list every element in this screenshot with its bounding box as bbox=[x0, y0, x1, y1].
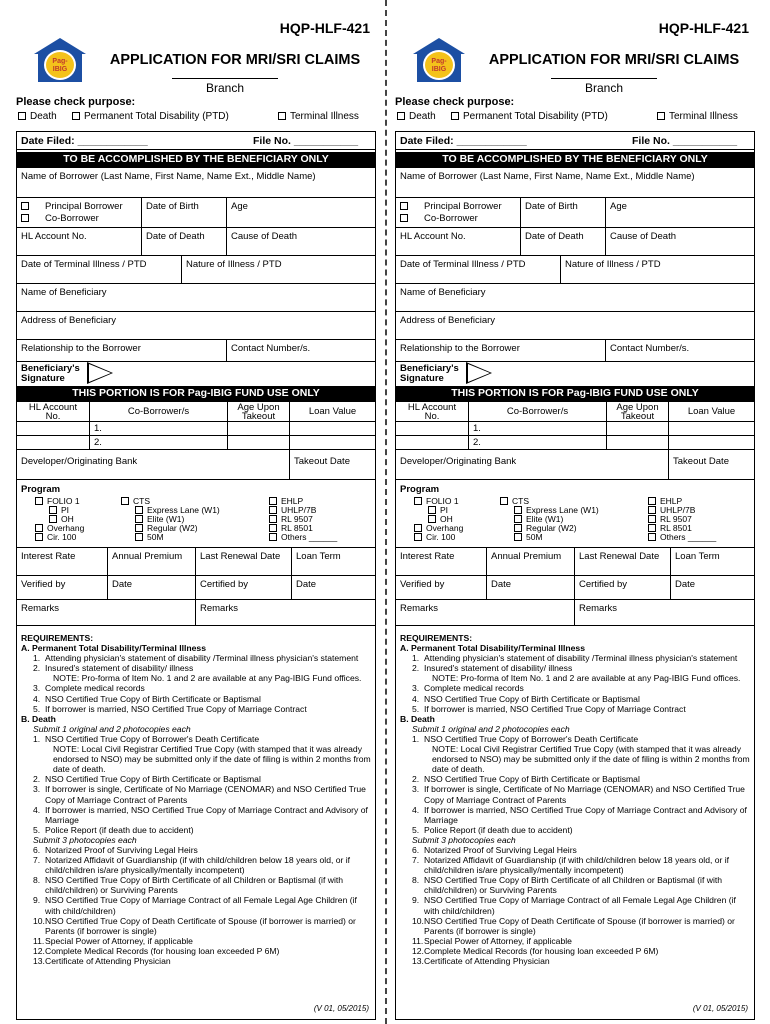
age-takeout-col: Age Upon Takeout bbox=[606, 402, 668, 421]
checkbox[interactable] bbox=[135, 524, 143, 532]
program-label: Program bbox=[21, 484, 61, 495]
checkbox[interactable] bbox=[35, 497, 43, 505]
checkbox[interactable] bbox=[648, 533, 656, 541]
program-rl8501[interactable]: RL 8501 bbox=[269, 523, 313, 533]
beneficiary-header: TO BE ACCOMPLISHED BY THE BENEFICIARY ONLY bbox=[17, 152, 375, 168]
certified-by-field[interactable]: Certified by bbox=[574, 576, 670, 599]
takeout-date-field[interactable]: Takeout Date bbox=[289, 450, 375, 479]
list-item: 4. If borrower is married, NSO Certified True Copy of Marriage Contract and Advisory of Marriage bbox=[33, 804, 368, 825]
purpose-terminal-illness[interactable]: Terminal Illness bbox=[657, 111, 738, 122]
hl-account-field[interactable]: HL Account No. bbox=[400, 231, 466, 242]
program-cir100[interactable]: Cir. 100 bbox=[414, 532, 455, 542]
last-renewal-field[interactable]: Last Renewal Date bbox=[574, 548, 670, 575]
age-field[interactable]: Age bbox=[605, 198, 754, 227]
list-item: 10. NSO Certified True Copy of Death Certificate of Spouse (if borrower is married) or Parents (if borrower is single) bbox=[412, 915, 735, 936]
program-cir100[interactable]: Cir. 100 bbox=[35, 532, 76, 542]
form-code: HQP-HLF-421 bbox=[279, 20, 370, 36]
beneficiary-name-field[interactable]: Name of Beneficiary bbox=[21, 287, 107, 298]
list-item: 12. Complete Medical Records (for housing loan exceeded P 6M) bbox=[33, 945, 280, 956]
file-no-field[interactable]: File No. ___________ bbox=[632, 135, 738, 147]
co-borrower-line-1[interactable]: 1. bbox=[468, 422, 606, 435]
hl-account-col: HL Account No. bbox=[407, 402, 457, 422]
remarks-field-2[interactable]: Remarks bbox=[574, 600, 754, 625]
req-b-heading: B. Death bbox=[400, 713, 435, 724]
list-item: 3. If borrower is single, Certificate of No Marriage (CENOMAR) and NSO Certified True Copy of Marriage Contract of Parents bbox=[412, 784, 745, 805]
checkbox[interactable] bbox=[49, 515, 57, 523]
annual-premium-field[interactable]: Annual Premium bbox=[486, 548, 574, 575]
branch-line bbox=[551, 78, 657, 79]
list-item: 8. NSO Certified True Copy of Birth Certificate of all Children or Baptismal (if with child/children) or Surviving Parents bbox=[33, 875, 344, 896]
co-borrower: Co-Borrower bbox=[424, 213, 478, 224]
contact-field[interactable]: Contact Number/s. bbox=[605, 340, 754, 361]
list-item: 7. Notarized Affidavit of Guardianship (if with child/children below 18 years old, or if child/children is/are physically/mentally incompetent) bbox=[33, 855, 351, 876]
certified-date-field[interactable]: Date bbox=[291, 576, 375, 599]
checkbox[interactable] bbox=[269, 515, 277, 523]
form-title: APPLICATION FOR MRI/SRI CLAIMS bbox=[488, 52, 740, 68]
list-item: 3. Complete medical records bbox=[33, 683, 145, 694]
developer-bank-field[interactable]: Developer/Originating Bank bbox=[21, 456, 138, 467]
list-item: 2. Insured's statement of disability/ illness bbox=[33, 663, 194, 674]
list-item: 3. Complete medical records bbox=[412, 683, 524, 694]
purpose-ptd[interactable]: Permanent Total Disability (PTD) bbox=[72, 111, 229, 122]
list-item: 1. NSO Certified True Copy of Borrower's Death Certificate bbox=[412, 733, 639, 744]
form-code: HQP-HLF-421 bbox=[658, 20, 749, 36]
req-b-note: NOTE: Local Civil Registrar Certified True Copy (with stamped that it was already endorsed to NSO) may be submitted only if the date of filing is within 2 months from date of death. bbox=[53, 744, 371, 775]
list-item: 5. If borrower is married, NSO Certified True Copy of Marriage Contract bbox=[412, 703, 686, 714]
principal-borrower: Principal Borrower bbox=[45, 201, 123, 212]
remarks-field-1[interactable]: Remarks bbox=[400, 603, 439, 614]
checkbox[interactable] bbox=[648, 524, 656, 532]
date-of-birth-field[interactable]: Date of Birth bbox=[520, 198, 605, 227]
checkbox[interactable] bbox=[21, 202, 29, 210]
checkbox[interactable] bbox=[135, 515, 143, 523]
program-section bbox=[17, 480, 375, 548]
program-label: Program bbox=[400, 484, 440, 495]
program-rl8501[interactable]: RL 8501 bbox=[648, 523, 692, 533]
checkbox[interactable] bbox=[514, 524, 522, 532]
borrower-name-field[interactable]: Name of Borrower (Last Name, First Name, Name Ext., Middle Name) bbox=[400, 171, 695, 182]
loan-value-col: Loan Value bbox=[668, 402, 754, 421]
claim-form bbox=[395, 131, 755, 1020]
program-express-lane[interactable]: Express Lane (W1) bbox=[135, 505, 220, 515]
list-item: 13. Certificate of Attending Physician bbox=[33, 956, 171, 966]
req-b-sub2: Submit 3 photocopies each bbox=[412, 834, 516, 845]
checkbox[interactable] bbox=[135, 506, 143, 514]
signature-field[interactable] bbox=[396, 362, 754, 386]
verified-date-field[interactable]: Date bbox=[107, 576, 195, 599]
program-uhlp[interactable]: UHLP/7B bbox=[648, 505, 695, 515]
purpose-question: Please check purpose: bbox=[395, 96, 515, 108]
program-section bbox=[396, 480, 754, 548]
checkbox[interactable] bbox=[648, 506, 656, 514]
req-a-heading: A. Permanent Total Disability/Terminal Illness bbox=[21, 643, 206, 654]
list-item: 7. Notarized Affidavit of Guardianship (if with child/children below 18 years old, or if child/children is/are physically/mentally incompetent) bbox=[412, 855, 730, 876]
program-cts[interactable]: CTS bbox=[121, 496, 150, 506]
interest-rate-field[interactable]: Interest Rate bbox=[21, 551, 76, 562]
program-regular[interactable]: Regular (W2) bbox=[135, 523, 198, 533]
checkbox[interactable] bbox=[21, 214, 29, 222]
checkbox[interactable] bbox=[500, 497, 508, 505]
date-of-birth-field[interactable]: Date of Birth bbox=[141, 198, 226, 227]
checkbox[interactable] bbox=[269, 533, 277, 541]
checkbox[interactable] bbox=[414, 533, 422, 541]
checkbox[interactable] bbox=[49, 506, 57, 514]
checkbox[interactable] bbox=[269, 497, 277, 505]
hl-account-field[interactable]: HL Account No. bbox=[21, 231, 87, 242]
program-pi[interactable]: PI bbox=[49, 505, 69, 515]
pagibig-logo bbox=[413, 38, 465, 82]
list-item: 11. Special Power of Attorney, if applicable bbox=[33, 935, 193, 946]
loan-term-field[interactable]: Loan Term bbox=[670, 548, 754, 575]
checkbox[interactable] bbox=[400, 214, 408, 222]
nature-illness-field[interactable]: Nature of Illness / PTD bbox=[560, 256, 754, 283]
loan-value-col: Loan Value bbox=[289, 402, 375, 421]
form-copy-left bbox=[16, 0, 376, 1024]
checkbox[interactable] bbox=[135, 533, 143, 541]
requirements-list bbox=[21, 633, 371, 966]
list-item: 4. NSO Certified True Copy of Birth Certificate or Baptismal bbox=[412, 693, 640, 704]
req-b-note: NOTE: Local Civil Registrar Certified True Copy (with stamped that it was already endorsed to NSO) may be submitted only if the date of filing is within 2 months from date of death. bbox=[432, 744, 750, 775]
purpose-death[interactable]: Death bbox=[18, 111, 57, 122]
relationship-field[interactable]: Relationship to the Borrower bbox=[400, 343, 520, 354]
list-item: 5. Police Report (if death due to accident) bbox=[412, 824, 573, 835]
checkbox[interactable] bbox=[514, 506, 522, 514]
requirements-heading: REQUIREMENTS: bbox=[400, 633, 473, 643]
checkbox[interactable] bbox=[428, 506, 436, 514]
program-folio1[interactable]: FOLIO 1 bbox=[414, 496, 459, 506]
cut-line bbox=[385, 0, 387, 1024]
signature-label: Beneficiary's Signature bbox=[21, 363, 80, 384]
nature-illness-field[interactable]: Nature of Illness / PTD bbox=[181, 256, 375, 283]
signature-label: Beneficiary's Signature bbox=[400, 363, 459, 384]
program-ehlp[interactable]: EHLP bbox=[269, 496, 303, 506]
list-item: 11. Special Power of Attorney, if applicable bbox=[412, 935, 572, 946]
beneficiary-address-field[interactable]: Address of Beneficiary bbox=[400, 315, 496, 326]
list-item: 6. Notarized Proof of Surviving Legal Heirs bbox=[33, 844, 198, 855]
list-item: 6. Notarized Proof of Surviving Legal Heirs bbox=[412, 844, 577, 855]
list-item: 5. If borrower is married, NSO Certified True Copy of Marriage Contract bbox=[33, 703, 307, 714]
form-title: APPLICATION FOR MRI/SRI CLAIMS bbox=[109, 52, 361, 68]
purpose-question: Please check purpose: bbox=[16, 96, 136, 108]
co-borrower: Co-Borrower bbox=[45, 213, 99, 224]
requirements-heading: REQUIREMENTS: bbox=[21, 633, 94, 643]
list-item: 2. NSO Certified True Copy of Birth Certificate or Baptismal bbox=[33, 774, 261, 785]
list-item: 5. Police Report (if death due to accident) bbox=[33, 824, 194, 835]
checkbox[interactable] bbox=[18, 112, 26, 120]
takeout-date-field[interactable]: Takeout Date bbox=[668, 450, 754, 479]
program-others[interactable]: Others ______ bbox=[648, 532, 716, 542]
logo-text: Pag-IBIG bbox=[44, 50, 76, 80]
cause-of-death-field[interactable]: Cause of Death bbox=[605, 228, 754, 255]
pagibig-header: THIS PORTION IS FOR Pag-IBIG FUND USE ONLY bbox=[396, 386, 754, 402]
signature-field[interactable] bbox=[17, 362, 375, 386]
program-overhang[interactable]: Overhang bbox=[414, 523, 463, 533]
verified-by-field[interactable]: Verified by bbox=[400, 579, 445, 590]
loan-term-field[interactable]: Loan Term bbox=[291, 548, 375, 575]
date-of-death-field[interactable]: Date of Death bbox=[520, 228, 605, 255]
co-borrower-line-1[interactable]: 1. bbox=[89, 422, 227, 435]
checkbox[interactable] bbox=[121, 497, 129, 505]
pagibig-logo bbox=[34, 38, 86, 82]
req-a-note: NOTE: Pro-forma of Item No. 1 and 2 are available at any Pag-IBIG Fund offices. bbox=[53, 673, 362, 684]
checkbox[interactable] bbox=[414, 497, 422, 505]
remarks-field-1[interactable]: Remarks bbox=[21, 603, 60, 614]
interest-rate-field[interactable]: Interest Rate bbox=[400, 551, 455, 562]
program-elite[interactable]: Elite (W1) bbox=[514, 514, 563, 524]
principal-borrower: Principal Borrower bbox=[424, 201, 502, 212]
co-borrower-line-2[interactable]: 2. bbox=[468, 436, 606, 449]
req-b-sub1: Submit 1 original and 2 photocopies each bbox=[412, 723, 570, 734]
checkbox[interactable] bbox=[414, 524, 422, 532]
checkbox[interactable] bbox=[35, 533, 43, 541]
checkbox[interactable] bbox=[648, 515, 656, 523]
date-of-death-field[interactable]: Date of Death bbox=[141, 228, 226, 255]
program-uhlp[interactable]: UHLP/7B bbox=[269, 505, 316, 515]
list-item: 4. If borrower is married, NSO Certified True Copy of Marriage Contract and Advisory of Marriage bbox=[412, 804, 747, 825]
list-item: 4. NSO Certified True Copy of Birth Certificate or Baptismal bbox=[33, 693, 261, 704]
checkbox[interactable] bbox=[648, 497, 656, 505]
list-item: 9. NSO Certified True Copy of Marriage Contract of all Female Legal Age Children (if with child/children) bbox=[412, 895, 736, 916]
list-item: 3. If borrower is single, Certificate of No Marriage (CENOMAR) and NSO Certified True Copy of Marriage Contract of Parents bbox=[33, 784, 366, 805]
list-item: 1. Attending physician's statement of disability /Terminal illness physician's statement bbox=[33, 653, 359, 664]
claim-form bbox=[16, 131, 376, 1020]
program-rl9507[interactable]: RL 9507 bbox=[269, 514, 313, 524]
checkbox[interactable] bbox=[400, 202, 408, 210]
program-elite[interactable]: Elite (W1) bbox=[135, 514, 184, 524]
logo-text: Pag-IBIG bbox=[423, 50, 455, 80]
co-borrower-line-2[interactable]: 2. bbox=[89, 436, 227, 449]
last-renewal-field[interactable]: Last Renewal Date bbox=[195, 548, 291, 575]
branch-label: Branch bbox=[205, 81, 245, 95]
date-filed-field[interactable]: Date Filed: ____________ bbox=[400, 135, 527, 147]
contact-field[interactable]: Contact Number/s. bbox=[226, 340, 375, 361]
program-others[interactable]: Others ______ bbox=[269, 532, 337, 542]
checkbox[interactable] bbox=[514, 515, 522, 523]
req-a-note: NOTE: Pro-forma of Item No. 1 and 2 are available at any Pag-IBIG Fund offices. bbox=[432, 673, 741, 684]
checkbox[interactable] bbox=[397, 112, 405, 120]
req-b-heading: B. Death bbox=[21, 713, 56, 724]
developer-bank-field[interactable]: Developer/Originating Bank bbox=[400, 456, 517, 467]
branch-line bbox=[172, 78, 278, 79]
hl-account-col: HL Account No. bbox=[28, 402, 78, 422]
checkbox[interactable] bbox=[269, 506, 277, 514]
program-50m[interactable]: 50M bbox=[514, 532, 543, 542]
relationship-field[interactable]: Relationship to the Borrower bbox=[21, 343, 141, 354]
date-terminal-field[interactable]: Date of Terminal Illness / PTD bbox=[21, 259, 147, 270]
cause-of-death-field[interactable]: Cause of Death bbox=[226, 228, 375, 255]
verified-date-field[interactable]: Date bbox=[486, 576, 574, 599]
list-item: 13. Certificate of Attending Physician bbox=[412, 956, 550, 966]
program-overhang[interactable]: Overhang bbox=[35, 523, 84, 533]
purpose-terminal-illness[interactable]: Terminal Illness bbox=[278, 111, 359, 122]
req-a-heading: A. Permanent Total Disability/Terminal Illness bbox=[400, 643, 585, 654]
program-rl9507[interactable]: RL 9507 bbox=[648, 514, 692, 524]
list-item: 12. Complete Medical Records (for housing loan exceeded P 6M) bbox=[412, 945, 659, 956]
co-borrowers-col: Co-Borrower/s bbox=[468, 402, 606, 421]
list-item: 1. NSO Certified True Copy of Borrower's Death Certificate bbox=[33, 733, 260, 744]
date-terminal-field[interactable]: Date of Terminal Illness / PTD bbox=[400, 259, 526, 270]
beneficiary-name-field[interactable]: Name of Beneficiary bbox=[400, 287, 486, 298]
purpose-death[interactable]: Death bbox=[397, 111, 436, 122]
version-label: (V 01, 05/2015) bbox=[692, 1004, 748, 1013]
pagibig-header: THIS PORTION IS FOR Pag-IBIG FUND USE ONLY bbox=[17, 386, 375, 402]
checkbox[interactable] bbox=[514, 533, 522, 541]
list-item: 2. NSO Certified True Copy of Birth Certificate or Baptismal bbox=[412, 774, 640, 785]
program-folio1[interactable]: FOLIO 1 bbox=[35, 496, 80, 506]
program-pi[interactable]: PI bbox=[428, 505, 448, 515]
age-takeout-col: Age Upon Takeout bbox=[227, 402, 289, 421]
program-cts[interactable]: CTS bbox=[500, 496, 529, 506]
list-item: 8. NSO Certified True Copy of Birth Certificate of all Children or Baptismal (if with child/children) or Surviving Parents bbox=[412, 875, 723, 896]
co-borrowers-col: Co-Borrower/s bbox=[89, 402, 227, 421]
list-item: 10. NSO Certified True Copy of Death Certificate of Spouse (if borrower is married) or Parents (if borrower is single) bbox=[33, 915, 356, 936]
date-filed-field[interactable]: Date Filed: ____________ bbox=[21, 135, 148, 147]
remarks-field-2[interactable]: Remarks bbox=[195, 600, 375, 625]
beneficiary-address-field[interactable]: Address of Beneficiary bbox=[21, 315, 117, 326]
form-copy-right bbox=[395, 0, 755, 1024]
certified-date-field[interactable]: Date bbox=[670, 576, 754, 599]
beneficiary-header: TO BE ACCOMPLISHED BY THE BENEFICIARY ONLY bbox=[396, 152, 754, 168]
checkbox[interactable] bbox=[451, 112, 459, 120]
purpose-ptd[interactable]: Permanent Total Disability (PTD) bbox=[451, 111, 608, 122]
checkbox[interactable] bbox=[72, 112, 80, 120]
checkbox[interactable] bbox=[35, 524, 43, 532]
verified-by-field[interactable]: Verified by bbox=[21, 579, 66, 590]
age-field[interactable]: Age bbox=[226, 198, 375, 227]
checkbox[interactable] bbox=[428, 515, 436, 523]
checkbox[interactable] bbox=[269, 524, 277, 532]
checkbox[interactable] bbox=[278, 112, 286, 120]
file-no-field[interactable]: File No. ___________ bbox=[253, 135, 359, 147]
list-item: 1. Attending physician's statement of disability /Terminal illness physician's statement bbox=[412, 653, 738, 664]
req-b-sub2: Submit 3 photocopies each bbox=[33, 834, 137, 845]
version-label: (V 01, 05/2015) bbox=[313, 1004, 369, 1013]
program-oh[interactable]: OH bbox=[49, 514, 74, 524]
certified-by-field[interactable]: Certified by bbox=[195, 576, 291, 599]
program-oh[interactable]: OH bbox=[428, 514, 453, 524]
req-b-sub1: Submit 1 original and 2 photocopies each bbox=[33, 723, 191, 734]
annual-premium-field[interactable]: Annual Premium bbox=[107, 548, 195, 575]
program-express-lane[interactable]: Express Lane (W1) bbox=[514, 505, 599, 515]
requirements-list bbox=[400, 633, 750, 966]
program-ehlp[interactable]: EHLP bbox=[648, 496, 682, 506]
program-regular[interactable]: Regular (W2) bbox=[514, 523, 577, 533]
list-item: 2. Insured's statement of disability/ illness bbox=[412, 663, 573, 674]
checkbox[interactable] bbox=[657, 112, 665, 120]
list-item: 9. NSO Certified True Copy of Marriage Contract of all Female Legal Age Children (if with child/children) bbox=[33, 895, 357, 916]
program-50m[interactable]: 50M bbox=[135, 532, 164, 542]
borrower-name-field[interactable]: Name of Borrower (Last Name, First Name, Name Ext., Middle Name) bbox=[21, 171, 316, 182]
branch-label: Branch bbox=[584, 81, 624, 95]
